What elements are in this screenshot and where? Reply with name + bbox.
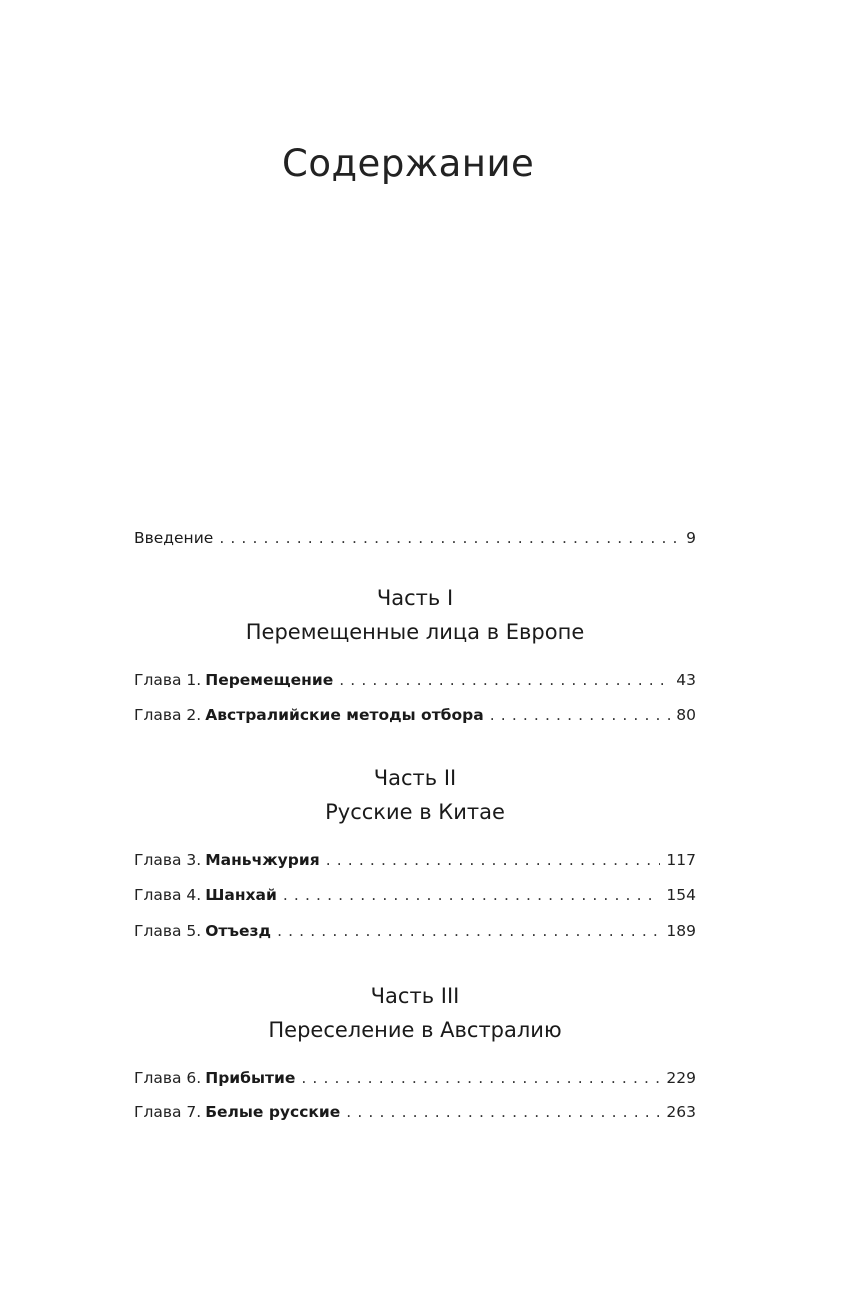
chapter-title: Шанхай [205, 886, 277, 904]
chapter-prefix: Глава 5. [134, 922, 202, 940]
chapter-prefix: Глава 3. [134, 851, 202, 869]
toc-page-number: 117 [666, 851, 696, 869]
part-heading-2 [134, 761, 696, 829]
dot-leader [301, 1066, 660, 1090]
toc-entry-chapter-5[interactable] [134, 919, 696, 943]
part-name: Перемещенные лица в Европе [245, 620, 585, 644]
chapter-prefix: Глава 7. [134, 1103, 202, 1121]
toc-page-number: 189 [666, 922, 696, 940]
part-name: Переселение в Австралию [268, 1018, 562, 1042]
part-number: Часть I [376, 586, 454, 610]
toc-entry-chapter-4[interactable] [134, 883, 696, 907]
part-heading-1 [134, 581, 696, 649]
dot-leader [277, 919, 660, 943]
part-name: Русские в Китае [325, 800, 505, 824]
toc-entry-chapter-3[interactable] [134, 848, 696, 872]
part-number: Часть II [373, 766, 457, 790]
toc-entry-chapter-2[interactable] [134, 703, 696, 727]
dot-leader [326, 848, 661, 872]
dot-leader [490, 703, 671, 727]
toc-entry-chapter-6[interactable] [134, 1066, 696, 1090]
chapter-title: Маньчжурия [205, 851, 320, 869]
toc-entry-chapter-7[interactable] [134, 1100, 696, 1124]
part-number: Часть III [370, 984, 460, 1008]
dot-leader [346, 1100, 660, 1124]
toc-page-number: 229 [666, 1069, 696, 1087]
dot-leader [219, 526, 680, 550]
toc-page-number: 9 [686, 529, 696, 547]
chapter-prefix: Глава 4. [134, 886, 202, 904]
chapter-prefix: Глава 1. [134, 671, 202, 689]
chapter-title: Прибытие [205, 1069, 296, 1087]
toc-page-number: 154 [666, 886, 696, 904]
toc-entry-introduction[interactable] [134, 526, 696, 550]
dot-leader [283, 883, 661, 907]
page-title: Содержание [282, 142, 535, 185]
chapter-title: Отъезд [205, 922, 272, 940]
chapter-title: Австралийские методы отбора [205, 706, 484, 724]
chapter-title: Белые русские [205, 1103, 341, 1121]
part-heading-3 [134, 979, 696, 1047]
toc-page-number: 80 [676, 706, 696, 724]
toc-entry-title: Введение [134, 529, 214, 547]
dot-leader [339, 668, 670, 692]
toc-page-number: 263 [666, 1103, 696, 1121]
toc-page-number: 43 [676, 671, 696, 689]
toc-entry-chapter-1[interactable] [134, 668, 696, 692]
chapter-prefix: Глава 6. [134, 1069, 202, 1087]
chapter-title: Перемещение [205, 671, 334, 689]
chapter-prefix: Глава 2. [134, 706, 202, 724]
